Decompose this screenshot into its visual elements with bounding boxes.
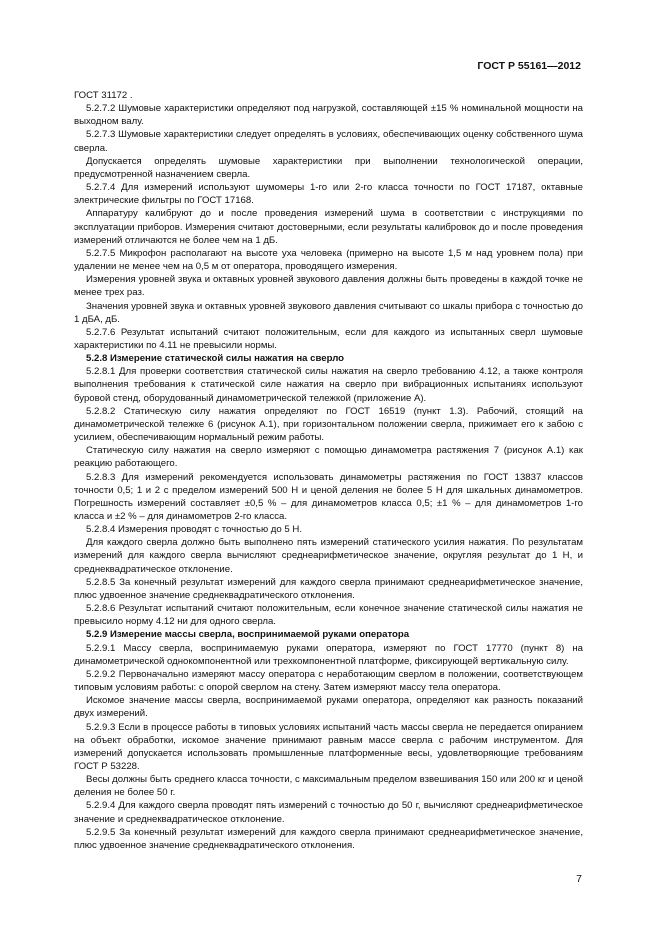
paragraph: 5.2.8.6 Результат испытаний считают положительным, если конечное значение статической силы нажатия не превысило норму 4.12 ни для одного сверла. [74, 603, 583, 628]
paragraph: Измерения уровней звука и октавных уровней звукового давления должны быть проведены в каждой точке не менее трех раз. [74, 274, 583, 299]
paragraph: 5.2.9.1 Массу сверла, воспринимаемую руками оператора, измеряют по ГОСТ 17770 (пункт 8) на динамометрической однокомпонентной или трехкомпонентной платформе, фиксирующей вертикальную силу. [74, 642, 583, 667]
paragraph: 5.2.9.5 За конечный результат измерений для каждого сверла принимают среднеарифметическое значение, плюс удвоенное значение среднеквадратического отклонения. [74, 826, 583, 851]
section-heading: 5.2.9 Измерение массы сверла, воспринимаемой руками оператора [86, 629, 410, 641]
document-header: ГОСТ Р 55161—2012 [477, 60, 581, 72]
paragraph: Для каждого сверла должно быть выполнено пять измерений статического усилия нажатия. По результатам измерений для каждого сверла вычисляют среднеарифметическое значение, округляя результат до 1 Н, и среднеквадратическое отклонение. [74, 537, 583, 575]
paragraph: 5.2.7.6 Результат испытаний считают положительным, если для каждого из испытанных сверл шумовые характеристики по 4.11 не превысили нормы. [74, 326, 583, 351]
paragraph: ГОСТ 31172 . [74, 90, 133, 101]
paragraph: Аппаратуру калибруют до и после проведения измерений шума в соответствии с инструкциями по эксплуатации приборов. Измерения считают достоверными, если результаты калибровок до и после проведения измерений отличаются не более чем на 1 дБ. [74, 208, 583, 246]
paragraph: 5.2.9.2 Первоначально измеряют массу оператора с неработающим сверлом в положении, соответствующем типовым условиям работы: с опорой сверлом на стену. Затем измеряют массу тела оператора. [74, 668, 583, 694]
paragraph: Статическую силу нажатия на сверло измеряют с помощью динамометра растяжения 7 (рисунок А.1) как реакцию работающего. [74, 445, 583, 470]
paragraph: 5.2.8.4 Измерения проводят с точностью до 5 Н. [86, 524, 302, 536]
page-number: 7 [576, 873, 582, 885]
paragraph: 5.2.7.3 Шумовые характеристики следует определять в условиях, обеспечивающих оценку собственного шума сверла. [74, 129, 583, 154]
paragraph: 5.2.9.3 Если в процессе работы в типовых условиях испытаний часть массы сверла не передается опиранием на объект обработки, искомое значение принимают равным массе сверла с рабочим инструментом. Для измерений допускается использовать промышленные платформенные весы, удовлетворяющие требованиям ГОСТ Р 53228. [74, 721, 583, 772]
paragraph: 5.2.9.4 Для каждого сверла проводят пять измерений с точностью до 50 г, вычисляют среднеарифметическое значение и среднеквадратическое отклонение. [74, 800, 583, 825]
document-body [74, 89, 583, 852]
section-heading: 5.2.8 Измерение статической силы нажатия на сверло [86, 353, 345, 365]
paragraph: 5.2.8.1 Для проверки соответствия статической силы нажатия на сверло требованию 4.12, а также контроля выполнения требования к статической силе нажатия на сверло при вибрационных испытаниях используют буровой стенд, оборудованный динамометрической тележкой (приложение А). [74, 366, 583, 404]
paragraph: Значения уровней звука и октавных уровней звукового давления считывают со шкалы прибора с точностью до 1 дБА, дБ. [74, 300, 583, 325]
paragraph: 5.2.7.5 Микрофон располагают на высоте уха человека (примерно на высоте 1,5 м над уровнем пола) при удалении не менее чем на 0,5 м от оператора, проводящего измерения. [74, 247, 583, 273]
paragraph: 5.2.7.4 Для измерений используют шумомеры 1-го или 2-го класса точности по ГОСТ 17187, октавные электрические фильтры по ГОСТ 17168. [74, 182, 583, 207]
paragraph: 5.2.7.2 Шумовые характеристики определяют под нагрузкой, составляющей ±15 % номинальной мощности на выходном валу. [74, 103, 583, 128]
paragraph: Искомое значение массы сверла, воспринимаемой руками оператора, определяют как разность показаний двух измерений. [74, 695, 583, 720]
paragraph: Допускается определять шумовые характеристики при выполнении технологической операции, предусмотренной назначением сверла. [74, 155, 583, 180]
paragraph: 5.2.8.2 Статическую силу нажатия определяют по ГОСТ 16519 (пункт 1.3). Рабочий, стоящий на динамометрической тележке 6 (рисунок А.1), при горизонтальном положении сверла, прижимает его к забою с усилием, обеспечивающим нормальный режим работы. [74, 405, 583, 444]
paragraph: 5.2.8.3 Для измерений рекомендуется использовать динамометры растяжения по ГОСТ 13837 классов точности 0,5; 1 и 2 с пределом измерений 500 Н и ценой деления не более 5 Н для шкальных динамометров. Погрешность измерений составляет ±0,5 % – для динамометров класса 0,5; ±1 % – для динамометров 1-го класса и ±2 % – для динамометров 2-го класса. [74, 471, 583, 522]
paragraph: Весы должны быть среднего класса точности, с максимальным пределом взвешивания 150 или 200 кг и ценой деления не более 50 г. [74, 774, 583, 799]
paragraph: 5.2.8.5 За конечный результат измерений для каждого сверла принимают среднеарифметическое значение, плюс удвоенное значение среднеквадратического отклонения. [74, 576, 583, 601]
